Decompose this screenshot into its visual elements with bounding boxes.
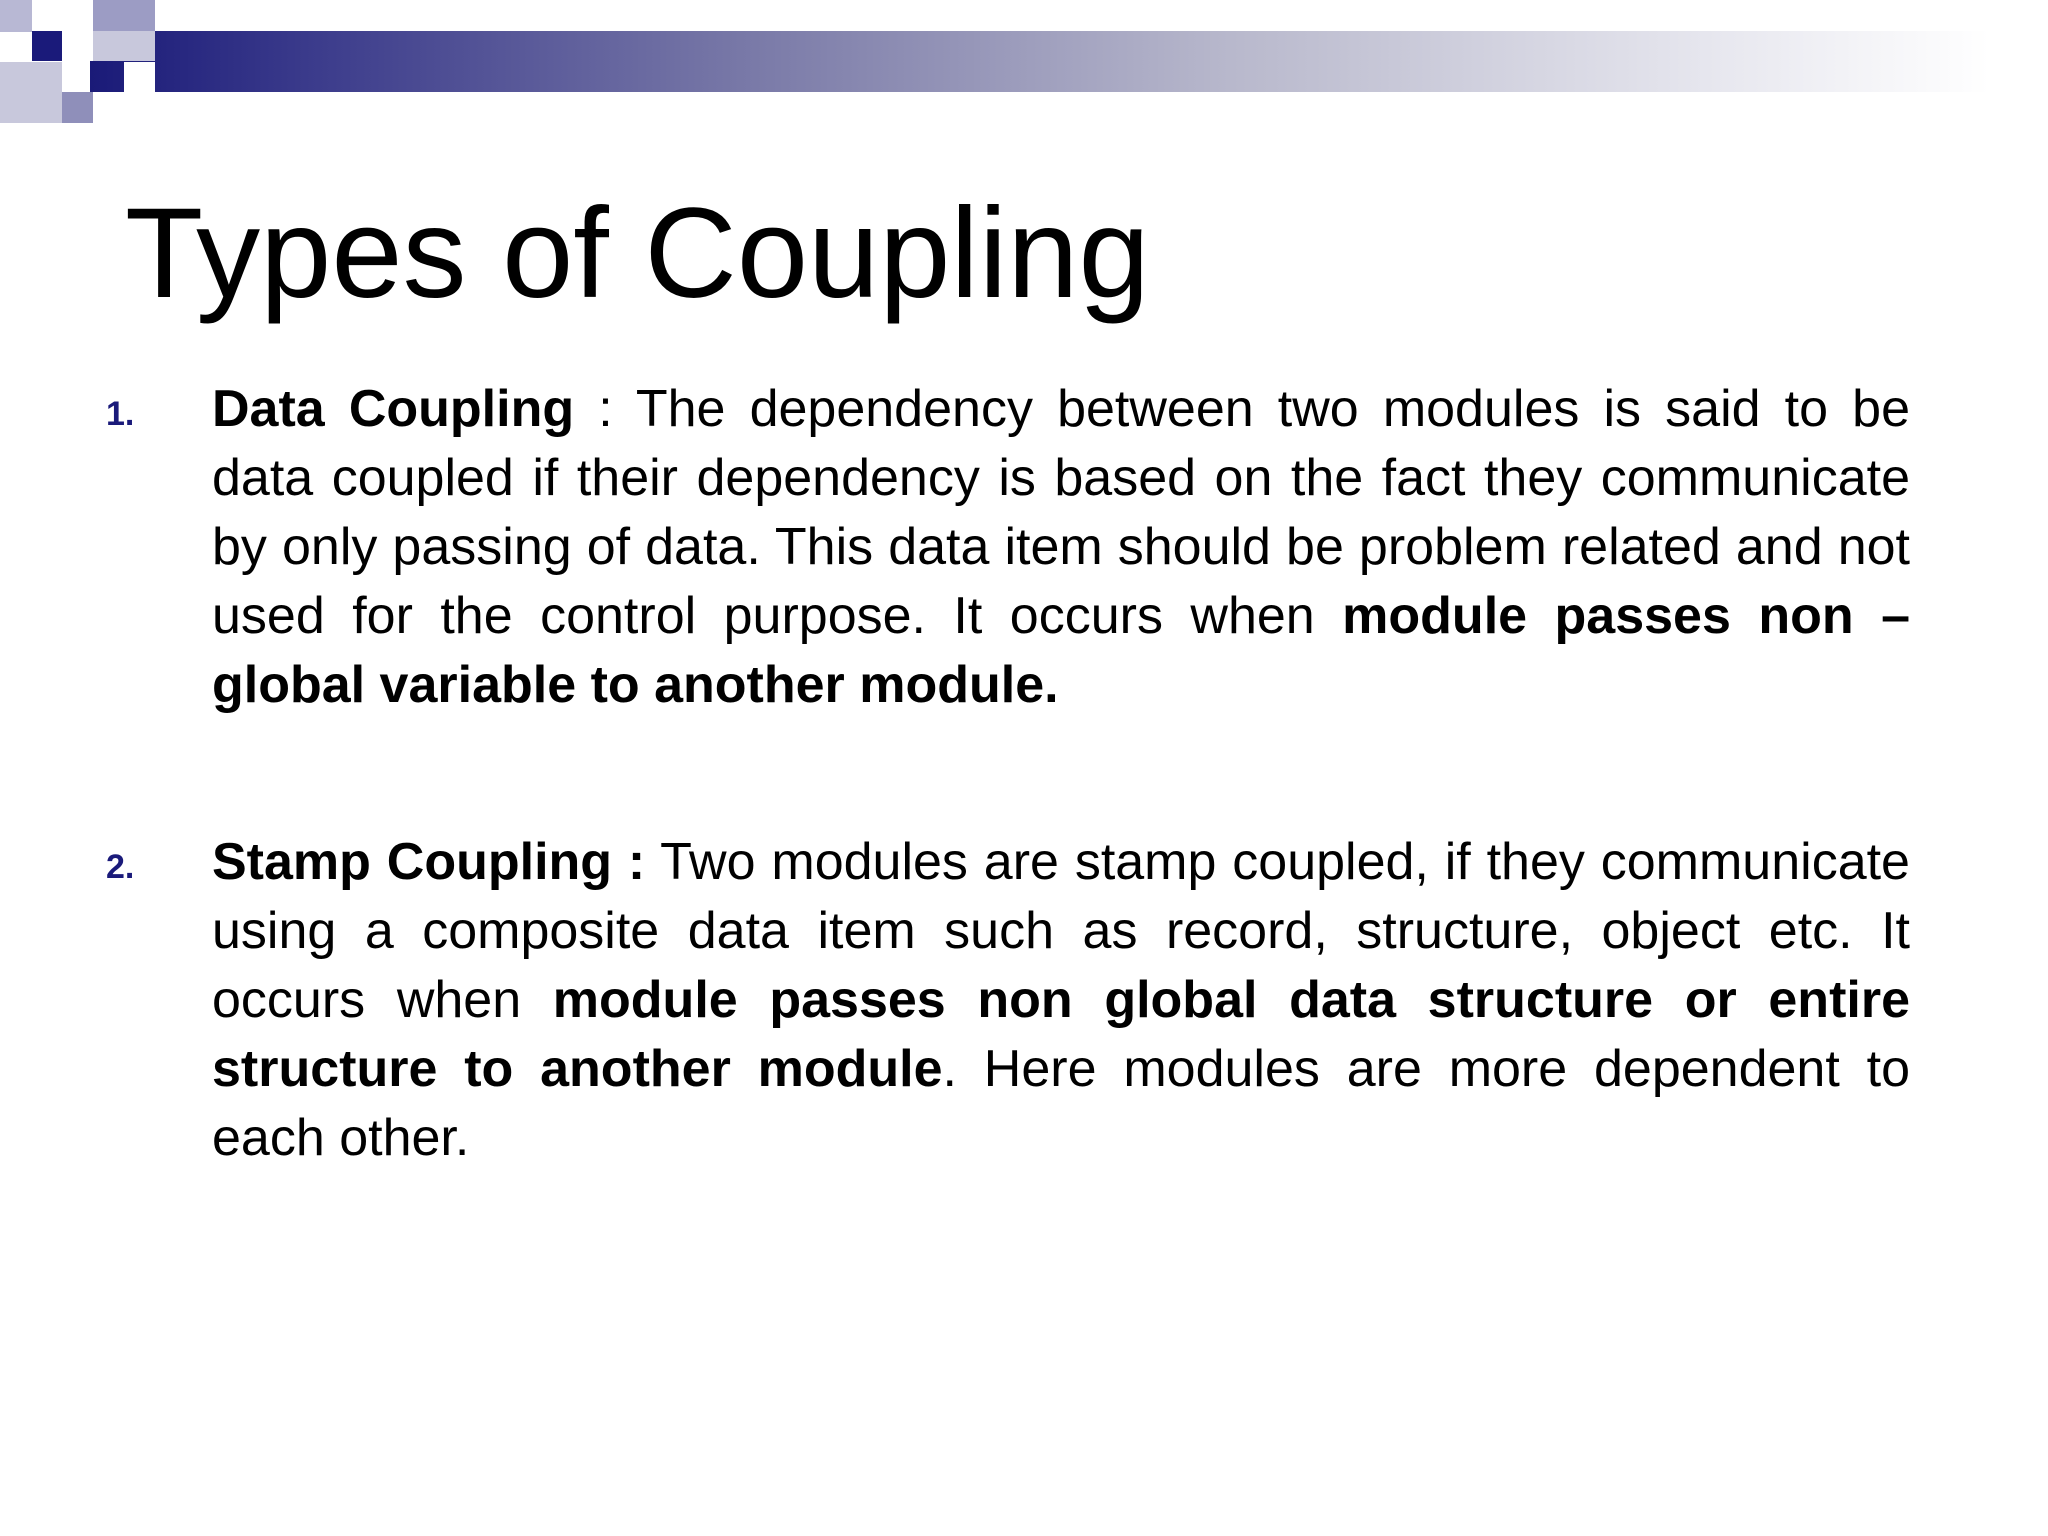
corner-square [93,31,155,61]
corner-square [62,31,93,61]
corner-square [0,0,32,32]
item-separator [645,833,660,891]
item-emphasis: module passes non – global variable to another module. [212,587,1910,714]
item-separator: : [574,380,636,438]
item-text [212,375,1910,720]
corner-square [62,92,93,123]
corner-square [124,62,155,92]
item-emphasis: module passes non global data structure or entire structure to another module [212,971,1910,1098]
item-body: The dependency between two modules is said to be data coupled if their dependency is based on the fact they communicate by only passing of data. This data item should be problem related and not used for the control purpose. It occurs when [212,380,1911,645]
list-item-data-coupling [100,375,1910,720]
item-tail: . Here modules are more dependent to each other. [212,1040,1910,1167]
item-text [212,828,1910,1173]
item-term: Stamp Coupling : [212,833,646,891]
header-gradient-band [90,31,1990,92]
item-number: 2. [106,848,135,886]
corner-square [0,62,62,123]
item-term: Data Coupling [212,380,575,438]
list-item-stamp-coupling [100,828,1910,1173]
corner-square [93,0,155,31]
coupling-types-list [100,375,1910,1281]
item-body: Two modules are stamp coupled, if they communicate using a composite data item such as record, structure, object etc. It occurs when [212,833,1910,1029]
corner-square [32,31,62,61]
slide-title: Types of Coupling [125,182,1150,325]
item-number: 1. [106,395,135,433]
